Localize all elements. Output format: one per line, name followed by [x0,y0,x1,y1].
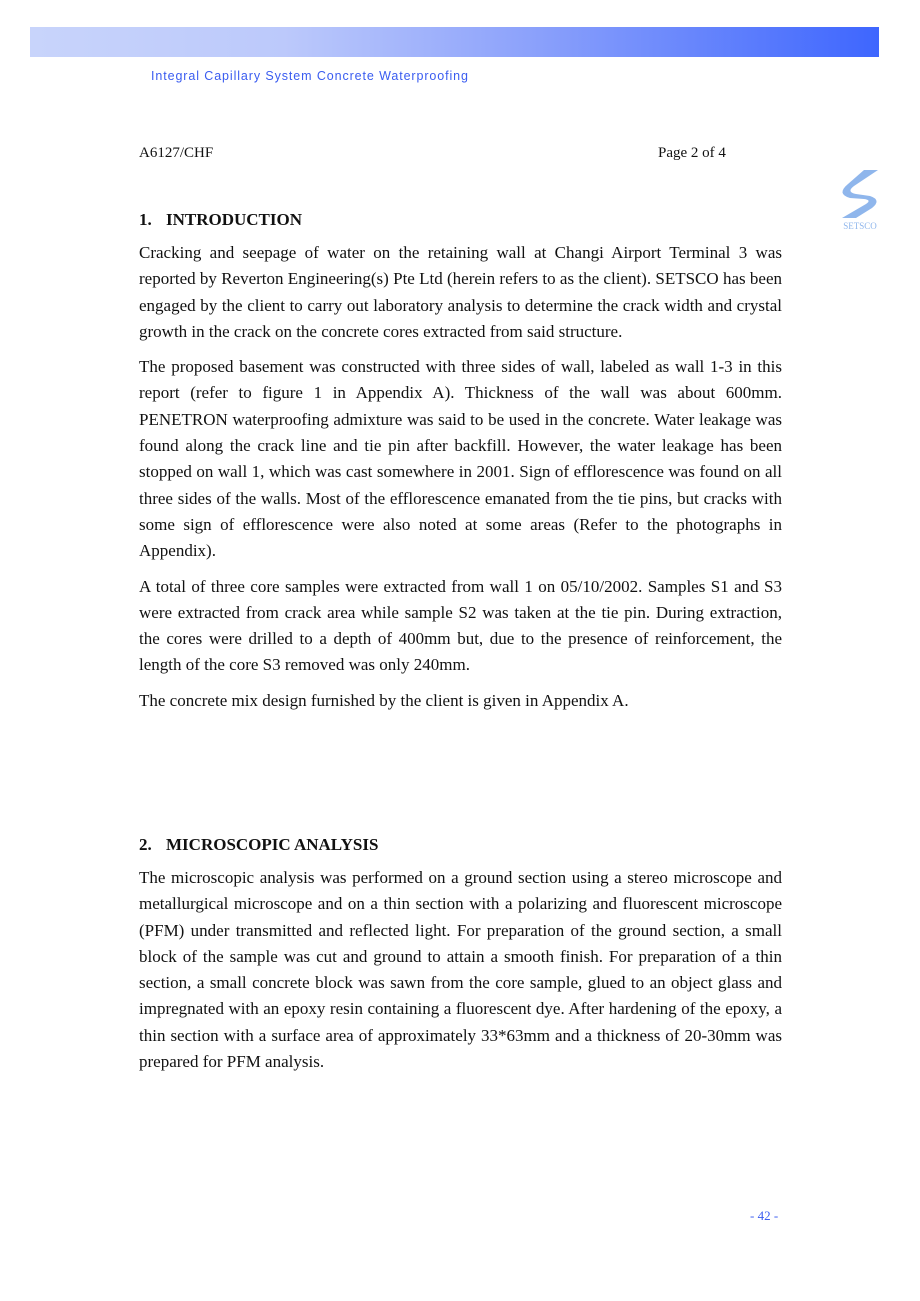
report-reference: A6127/CHF [139,145,214,161]
paragraph: Cracking and seepage of water on the retaining wall at Changi Airport Terminal 3 was reported by Reverton Engineering(s) Pte Ltd (herein refers to as the client). SETSCO has been engaged by the client to carry out laboratory analysis to determine the crack width and crystal growth in the crack on the concrete cores extracted from said structure. [139,243,782,341]
paragraph: The concrete mix design furnished by the client is given in Appendix A. [139,690,629,710]
section-heading: 2. MICROSCOPIC ANALYSIS [139,835,379,854]
page-indicator: Page 2 of 4 [658,145,726,161]
svg-text:SETSCO: SETSCO [843,221,877,231]
paragraph: The proposed basement was constructed with three sides of wall, labeled as wall 1-3 in this report (refer to figure 1 in Appendix A). Thickness of the wall was about 600mm. PENETRON waterproofing admixture was said to be used in the concrete. Water leakage was found along the crack line and tie pin after backfill. However, the water leakage has been stopped on wall 1, which was cast somewhere in 2001. Sign of efflorescence was found on all three sides of the walls. Most of the efflorescence emanated from the tie pins, but cracks with some sign of efflorescence were also noted at some areas (Refer to the photographs in Appendix). [139,357,782,561]
paragraph: A total of three core samples were extracted from wall 1 on 05/10/2002. Samples S1 and S3 were extracted from crack area while sample S2 was taken at the tie pin. During extraction, the cores were drilled to a depth of 400mm but, due to the presence of reinforcement, the length of the core S3 removed was only 240mm. [139,576,782,675]
header-title: Integral Capillary System Concrete Waterproofing [151,69,469,83]
footer-page-number: - 42 - [750,1208,779,1223]
section-microscopic-analysis [139,833,782,1084]
setsco-logo [834,168,886,232]
section-heading: 1. INTRODUCTION [139,210,303,229]
section-introduction [139,208,782,723]
header-gradient-bar [30,27,879,57]
paragraph: The microscopic analysis was performed on a ground section using a stereo microscope and metallurgical microscope and on a thin section with a polarizing and fluorescent microscope (PFM) under transmitted and reflected light. For preparation of the ground section, a small block of the sample was cut and ground to attain a smooth finish. For preparation of a thin section, a small concrete block was sawn from the core sample, glued to an object glass and impregnated with an epoxy resin containing a fluorescent dye. After hardening of the epoxy, a thin section with a surface area of approximately 33*63mm and a thickness of 20-30mm was prepared for PFM analysis. [139,868,782,1072]
